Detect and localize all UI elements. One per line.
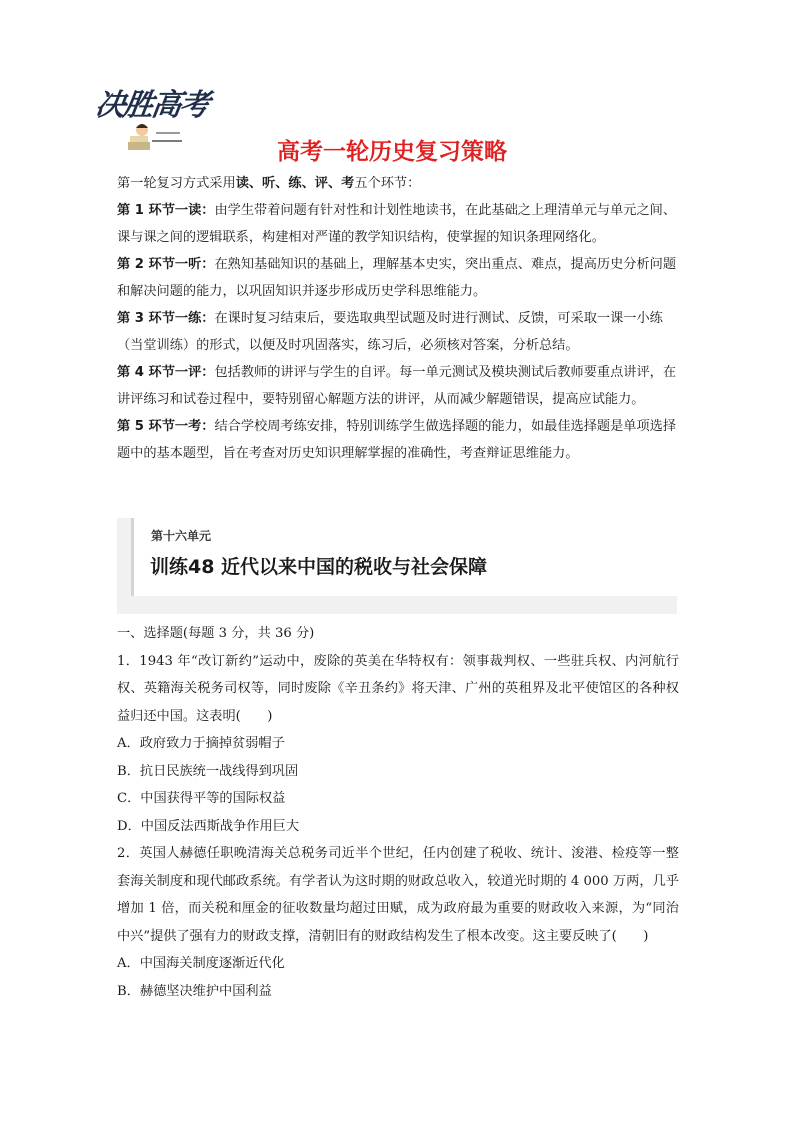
intro-lead-bold: 读、听、练、评、考	[235, 176, 355, 191]
brand-logo	[93, 76, 226, 162]
unit-title: 训练48 近代以来中国的税收与社会保障	[150, 556, 488, 578]
unit-label: 第十六单元	[151, 529, 212, 543]
page-title: 高考一轮历史复习策略	[277, 139, 507, 165]
intro-section	[117, 170, 679, 467]
step-label: 第 5 环节一考：	[117, 419, 215, 434]
intro-lead-suffix: 五个环节：	[354, 176, 421, 191]
question-option: C．中国获得平等的国际权益	[117, 791, 286, 806]
intro-lead-prefix: 第一轮复习方式采用	[117, 176, 236, 191]
unit-banner	[117, 518, 677, 614]
intro-lead	[117, 170, 679, 197]
step-text: 结合学校周考练安排，特别训练学生做选择题的能力，如最佳选择题是单项选择题中的基本题型，旨在考查对历史知识理解掌握的准确性，考查辩证思维能力。	[117, 419, 677, 461]
logo-text: 决胜高考	[93, 88, 210, 123]
question-option: D．中国反法西斯战争作用巨大	[117, 818, 300, 834]
step-text: 包括教师的讲评与学生的自评。每一单元测试及模块测试后教师要重点讲评，在讲评练习和试卷过程中，要特别留心解题方法的讲评，从而减少解题错误，提高应试能力。	[117, 365, 677, 407]
step-label: 第 3 环节一练：	[117, 311, 215, 326]
question-stem: 2．英国人赫德任职晚清海关总税务司近半个世纪，任内创建了税收、统计、浚港、检疫等一整套海关制度和现代邮政系统。有学者认为这时期的财政总收入，较道光时期的 4 000 万两，几乎增加 1 倍，而关税和厘金的征收数量均超过田赋，成为政府最为重要的财政收入来源，为“同治中兴”提供了强有力的财政支撑，清朝旧有的财政结构发生了根本改变。这主要反映了( )	[117, 846, 679, 944]
step-text: 由学生带着问题有针对性和计划性地读书，在此基础之上理清单元与单元之间、课与课之间的逻辑联系，构建相对严谨的教学知识结构，使掌握的知识条理网络化。	[117, 203, 677, 245]
intro-step	[117, 413, 679, 467]
question-option: B．赫德坚决维护中国利益	[117, 983, 272, 999]
step-label: 第 2 环节一听：	[117, 257, 215, 272]
step-label: 第 4 环节一评：	[117, 365, 215, 380]
section-heading: 一、选择题(每题 3 分，共 36 分)	[117, 626, 315, 641]
intro-step	[117, 359, 679, 413]
unit-shade	[131, 596, 677, 614]
intro-step	[117, 197, 679, 251]
question-option: B．抗日民族统一战线得到巩固	[117, 763, 299, 779]
questions-section	[117, 620, 679, 1005]
question-option: A．政府致力于摘掉贫弱帽子	[117, 736, 285, 751]
step-text: 在课时复习结束后，要选取典型试题及时进行测试、反馈，可采取一课一小练（当堂训练）的形式，以便及时巩固落实，练习后，必须核对答案，分析总结。	[117, 311, 663, 353]
student-reading-icon	[126, 120, 186, 154]
intro-step	[117, 251, 679, 305]
step-label: 第 1 环节一读：	[117, 203, 215, 218]
intro-step	[117, 305, 679, 359]
unit-card	[131, 518, 680, 596]
question-option: A．中国海关制度逐渐近代化	[117, 956, 285, 971]
step-text: 在熟知基础知识的基础上，理解基本史实，突出重点、难点，提高历史分析问题和解决问题的能力，以巩固知识并逐步形成历史学科思维能力。	[117, 257, 677, 299]
question-stem: 1．1943 年“改订新约”运动中，废除的英美在华特权有：领事裁判权、一些驻兵权、内河航行权、英籍海关税务司权等，同时废除《辛丑条约》将天津、广州的英租界及北平使馆区的各种权益归还中国。这表明( )	[117, 653, 679, 724]
